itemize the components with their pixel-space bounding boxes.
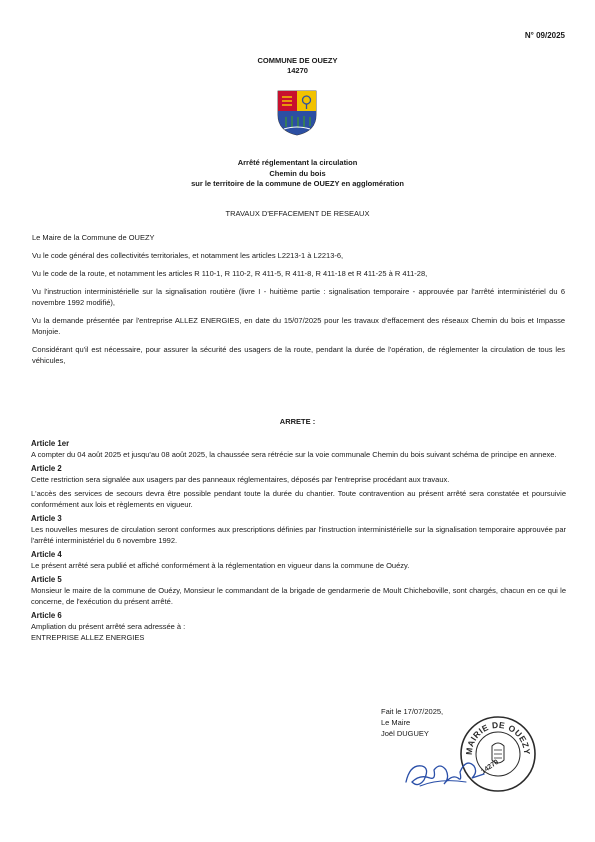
commune-postcode: 14270 [287, 66, 308, 75]
preamble-line: Considérant qu'il est nécessaire, pour assurer la sécurité des usagers de la route, pendant la durée de l'opération, de réglementer la circulation de tous les véhicules, [32, 345, 565, 365]
signature-date: Fait le 17/07/2025, [381, 707, 444, 716]
preamble-line: Vu le code général des collectivités territoriales, et notamment les articles L2213-1 à L2213-6, [32, 251, 344, 260]
article-paragraph: Monsieur le maire de la commune de Ouézy, Monsieur le commandant de la brigade de gendarmerie de Moult Chicheboville, sont chargés, chacun en ce qui le concerne, de l'exécution du présent arrêté. [31, 586, 566, 606]
article-paragraph: Les nouvelles mesures de circulation seront conformes aux prescriptions définies par l'instruction interministérielle sur la signalisation temporaire approuvée par l'arrêté interministériel du 6 novembre 1992. [31, 525, 566, 545]
article-paragraph: A compter du 04 août 2025 et jusqu'au 08 août 2025, la chaussée sera rétrécie sur la voie communale Chemin du bois suivant schéma de principe en annexe. [31, 450, 557, 459]
article-paragraph: L'accès des services de secours devra être possible pendant toute la durée du chantier. Toute contravention au présent arrêté sera constatée et poursuivie conformément aux lois et règlements en vigueur. [31, 489, 566, 509]
title-line-2: Chemin du bois [269, 168, 326, 178]
commune-name: COMMUNE DE OUEZY [257, 56, 338, 65]
signature-role: Le Maire [381, 718, 411, 727]
commune-header [0, 56, 595, 76]
coat-of-arms-icon [276, 89, 318, 137]
signature-block [381, 706, 443, 739]
article-paragraph: ENTREPRISE ALLEZ ENERGIES [31, 633, 145, 642]
article-title: Article 6 [31, 611, 62, 620]
decree-title [0, 158, 595, 190]
preamble-line: Vu la demande présentée par l'entreprise ALLEZ ENERGIES, en date du 15/07/2025 pour les travaux d'effacement des réseaux Chemin du bois et Impasse Monjoie. [32, 316, 565, 336]
arrete-heading: ARRETE : [279, 417, 316, 426]
title-line-1: Arrêté réglementant la circulation [237, 158, 358, 167]
preamble-line: Vu le code de la route, et notamment les articles R 110-1, R 110-2, R 411-5, R 411-8, R 411-18 et R 411-25 à R 411-28, [32, 269, 428, 278]
article-title: Article 2 [31, 464, 62, 473]
article-title: Article 1er [31, 439, 70, 448]
article-paragraph: Ampliation du présent arrêté sera adressée à : [31, 622, 186, 631]
preamble-line: Le Maire de la Commune de OUEZY [32, 233, 155, 242]
title-line-3: sur le territoire de la commune de OUEZY en agglomération [191, 179, 404, 188]
article-title: Article 3 [31, 514, 62, 523]
stamp-postcode: 14270 [480, 758, 501, 776]
signature-name: Joël DUGUEY [381, 729, 429, 738]
stamp-text: MAIRIE DE OUEZY [463, 719, 533, 756]
article-title: Article 4 [31, 550, 62, 559]
preamble-line: Vu l'instruction interministérielle sur la signalisation routière (livre I - huitième partie : signalisation temporaire - approuvée par l'arrêté interministériel du 6 novembre 1992 modifié), [32, 287, 565, 307]
article-paragraph: Le présent arrêté sera publié et affiché conformément à la réglementation en vigueur dans la commune de Ouézy. [31, 561, 410, 570]
decree-subject: TRAVAUX D'EFFACEMENT DE RESEAUX [225, 209, 370, 218]
mayor-signature [400, 748, 490, 798]
reference-number: N° 09/2025 [524, 31, 565, 40]
article-paragraph: Cette restriction sera signalée aux usagers par des panneaux réglementaires, déposés par l'entreprise procédant aux travaux. [31, 475, 450, 484]
articles-section [31, 438, 566, 646]
preamble [32, 232, 565, 373]
article-title: Article 5 [31, 575, 62, 584]
